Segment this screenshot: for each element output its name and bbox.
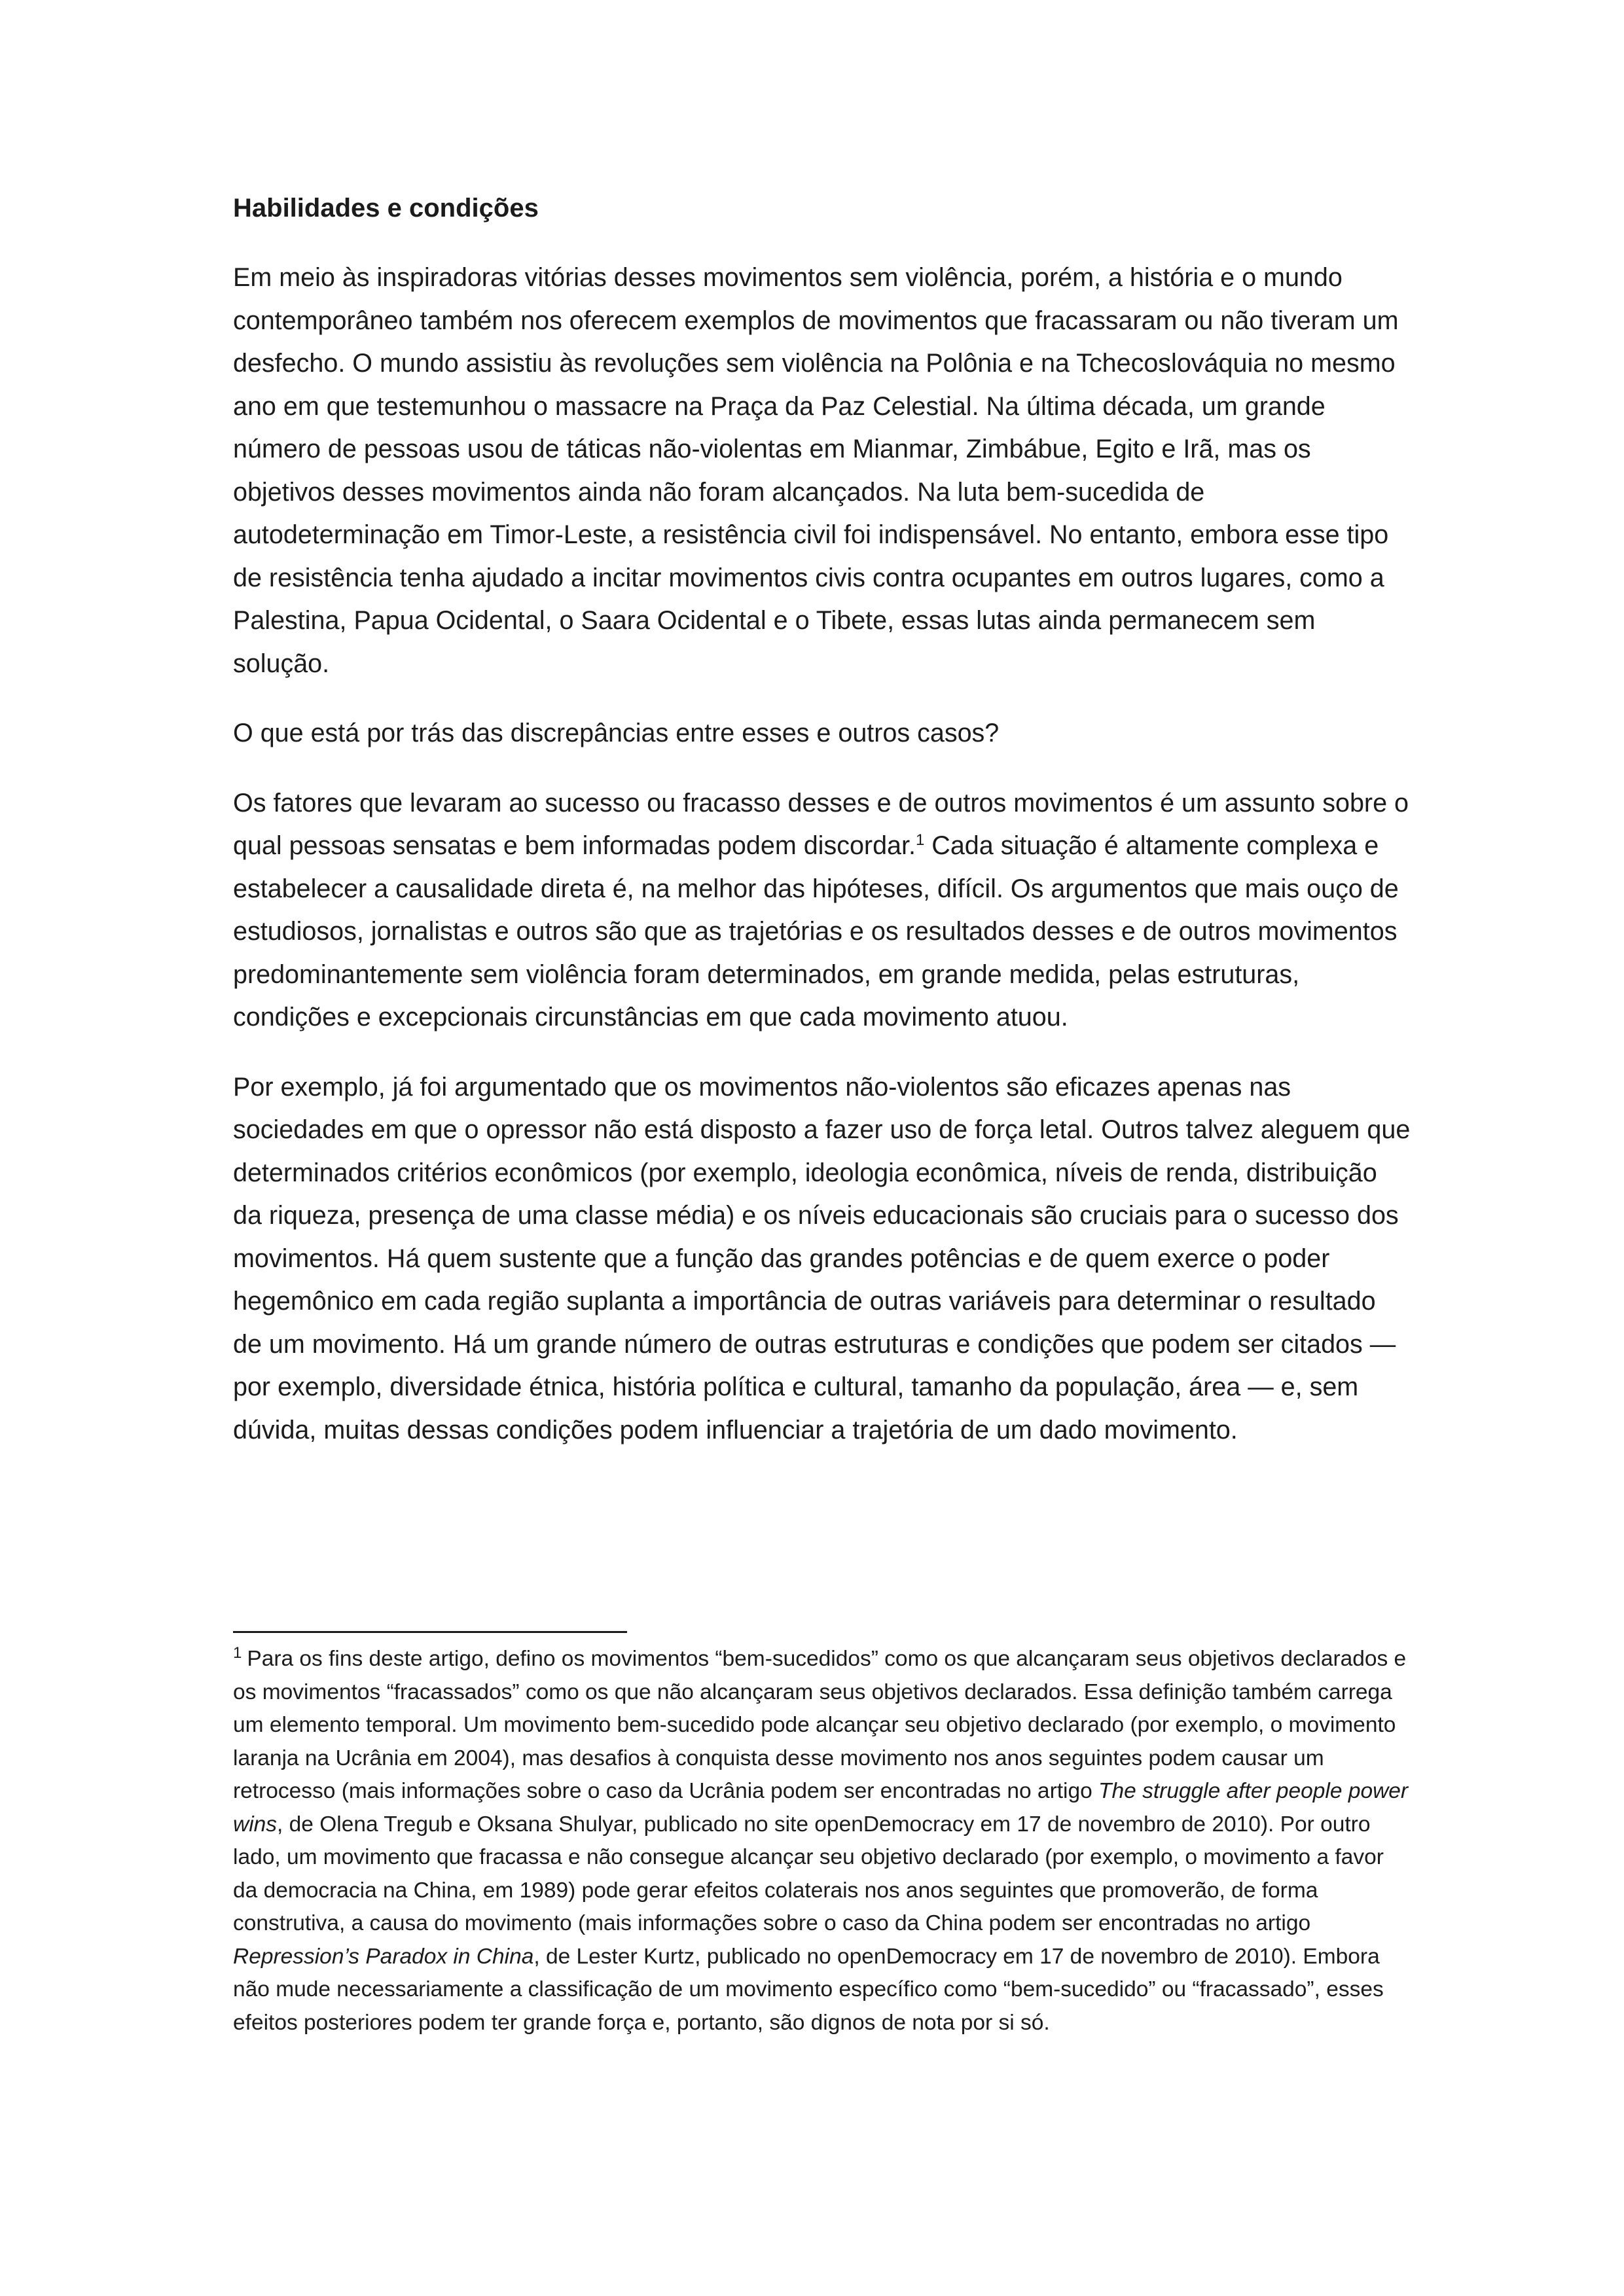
paragraph-3 [233,782,1411,1039]
footnote-text-c: , de Lester Kurtz, publicado no openDemocracy em 17 de novembro de 2010). Embora não mude necessariamente a classificação de um movimento específico como “bem-sucedido” ou “fracassado”, esses efeitos posteriores podem ter grande força e, portanto, são dignos de nota por si só. [233,1944,1384,2035]
section-heading: Habilidades e condições [233,194,539,223]
footnote [233,1643,1411,2039]
footnote-reference[interactable]: 1 [915,831,925,849]
footnote-mark: 1 [233,1643,242,1662]
footnote-text-b: , de Olena Tregub e Oksana Shulyar, publicado no site openDemocracy em 17 de novembro de 2010). Por outro lado, um movimento que fracassa e não consegue alcançar seu objetivo declarado (por exemplo, o movimento a favor da democracia na China, em 1989) pode gerar efeitos colaterais nos anos seguintes que promoverão, de forma construtiva, a causa do movimento (mais informações sobre o caso da China podem ser encontradas no artigo [233,1812,1384,1935]
paragraph-2: O que está por trás das discrepâncias entre esses e outros casos? [233,719,1000,747]
footnote-separator [233,1631,627,1633]
main-body [233,187,1411,1479]
footnote-article-title-2: Repression’s Paradox in China [233,1944,534,1969]
paragraph-1: Em meio às inspiradoras vitórias desses movimentos sem violência, porém, a história e o mundo contemporâneo também nos oferecem exemplos de movimentos que fracassaram ou não tiveram um desfecho. O mundo assistiu às revoluções sem violência na Polônia e na Tchecoslováquia no mesmo ano em que testemunhou o massacre na Praça da Paz Celestial. Na última década, um grande número de pessoas usou de táticas não-violentas em Mianmar, Zimbábue, Egito e Irã, mas os objetivos desses movimentos ainda não foram alcançados. Na luta bem-sucedida de autodeterminação em Timor-Leste, a resistência civil foi indispensável. No entanto, embora esse tipo de resistência tenha ajudado a incitar movimentos civis contra ocupantes em outros lugares, como a Palestina, Papua Ocidental, o Saara Ocidental e o Tibete, essas lutas ainda permanecem sem solução. [233,263,1399,678]
paragraph-3-text-a: Os fatores que levaram ao sucesso ou fracasso desses e de outros movimentos é um assunto sobre o qual pessoas sensatas e bem informadas podem discordar. [233,788,1409,860]
paragraph-3-text-b: Cada situação é altamente complexa e estabelecer a causalidade direta é, na melhor das hipóteses, difícil. Os argumentos que mais ouço de estudiosos, jornalistas e outros são que as trajetórias e os resultados desses e de outros movimentos predominantemente sem violência foram determinados, em grande medida, pelas estruturas, condições e excepcionais circunstâncias em que cada movimento atuou. [233,831,1399,1031]
footnote-text-a: Para os fins deste artigo, defino os movimentos “bem-sucedidos” como os que alcançaram seus objetivos declarados e os movimentos “fracassados” como os que não alcançaram seus objetivos declarados. Essa definição também carrega um elemento temporal. Um movimento bem-sucedido pode alcançar seu objetivo declarado (por exemplo, o movimento laranja na Ucrânia em 2004), mas desafios à conquista desse movimento nos anos seguintes podem causar um retrocesso (mais informações sobre o caso da Ucrânia podem ser encontradas no artigo [233,1647,1407,1803]
paragraph-4: Por exemplo, já foi argumentado que os movimentos não-violentos são eficazes apenas nas sociedades em que o opressor não está disposto a fazer uso de força letal. Outros talvez aleguem que determinados critérios econômicos (por exemplo, ideologia econômica, níveis de renda, distribuição da riqueza, presença de uma classe média) e os níveis educacionais são cruciais para o sucesso dos movimentos. Há quem sustente que a função das grandes potências e de quem exerce o poder hegemônico em cada região suplanta a importância de outras variáveis para determinar o resultado de um movimento. Há um grande número de outras estruturas e condições que podem ser citados — por exemplo, diversidade étnica, história política e cultural, tamanho da população, área — e, sem dúvida, muitas dessas condições podem influenciar a trajetória de um dado movimento. [233,1072,1411,1444]
footnote-article-title-1: The struggle after people power wins [233,1779,1409,1837]
